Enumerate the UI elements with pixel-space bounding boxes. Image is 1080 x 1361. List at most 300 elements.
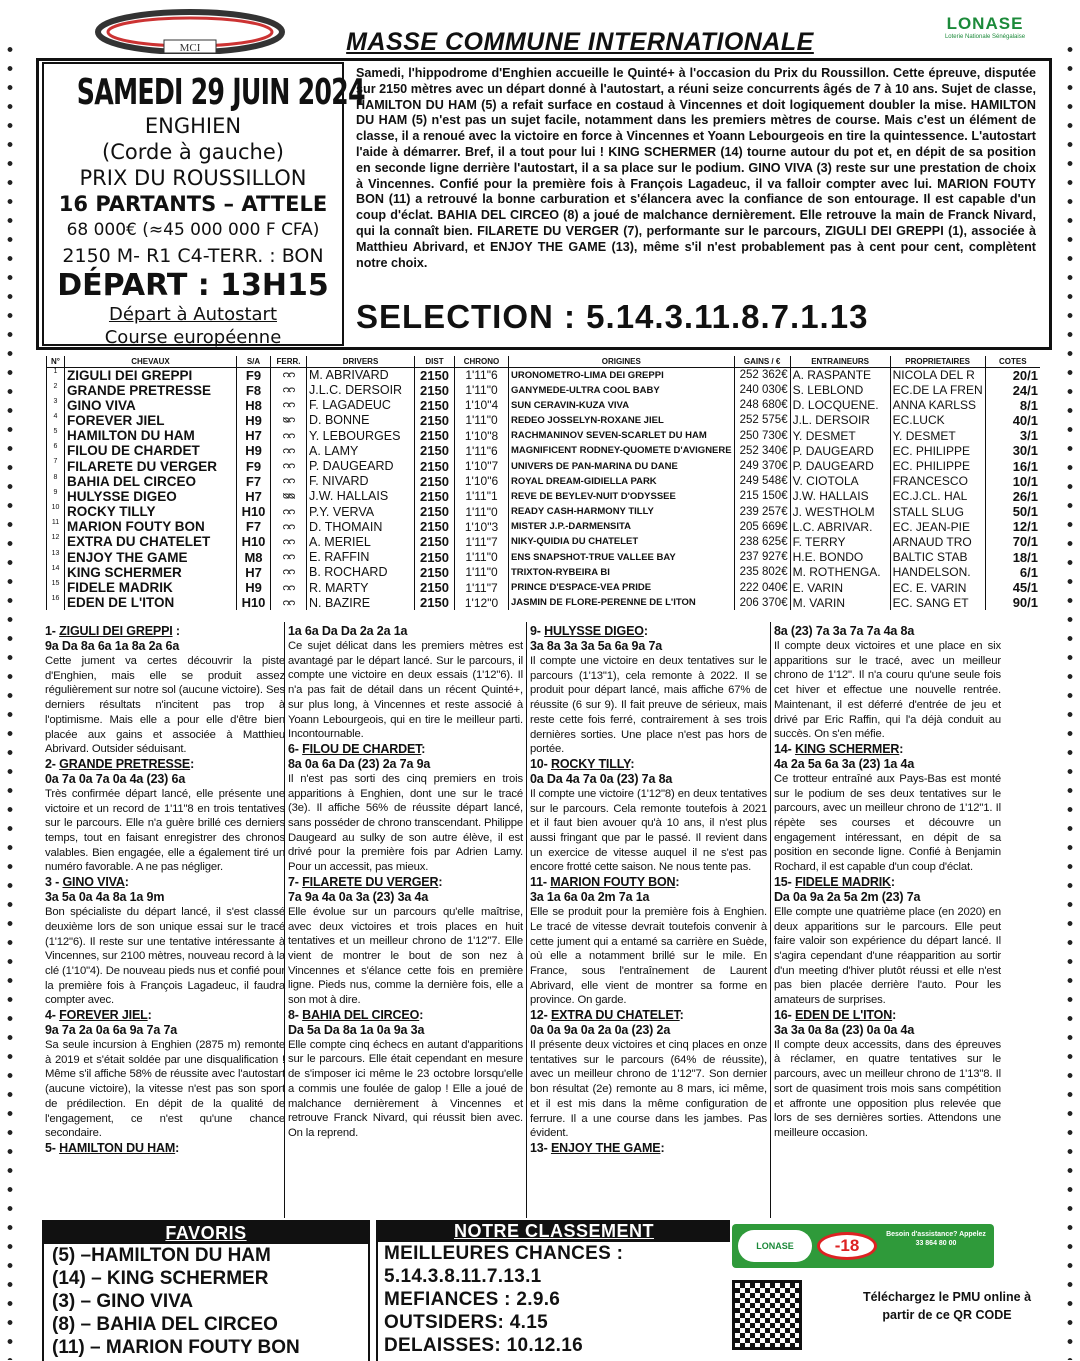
cell-horse: ROCKY TILLY <box>65 504 237 519</box>
horse-heading: 9- HULYSSE DIGEO: <box>530 624 648 638</box>
horse-comment: Bon spécialiste du départ lancé, il s'est classé deuxième lors de son unique essai sur le tracé (1'12"6). Il reste sur une tentative intéressante à Vincennes, sur 2100 mètres, nouveau record à la clé (1'10"4). De nouveau pieds nus et confié pour la première fois à François Lagadeuc, il faudra compter avec. <box>45 906 285 1007</box>
cell-owner: EC. PHILIPPE <box>890 443 985 458</box>
cell-driver: A. LAMY <box>307 443 415 458</box>
horse-comment: Il compte deux victoires et une place en six apparitions sur le tracé, avec un meilleur chrono de 1'12". Il n'a couru qu'une seule fois cet hiver et effectue une nouvelle rentrée. Maintenant, il est déferré d'entrée de jeu et drivé par Eric Raffin, qui l'a déjà conduit au succès. On s'en méfie. <box>774 640 1001 741</box>
cell-horse: FILARETE DU VERGER <box>65 458 237 473</box>
cell-horse: HULYSSE DIGEO <box>65 489 237 504</box>
table-row <box>47 550 1041 565</box>
cell-distance: 2150 <box>415 367 455 383</box>
cell-shoeing: ᴒᴒ <box>271 534 307 549</box>
cell-trainer: J.L. DERSOIR <box>790 413 890 428</box>
cell-horse: FILOU DE CHARDET <box>65 443 237 458</box>
table-row <box>47 383 1041 398</box>
horse-heading: 1- ZIGULI DEI GREPPI : <box>45 624 180 638</box>
horse-musique: 3a 5a 0a 4a 8a 1a 9m <box>45 890 165 905</box>
mci-logo <box>90 2 290 54</box>
cell-owner: BALTIC STAB <box>890 550 985 565</box>
cell-distance: 2150 <box>415 398 455 413</box>
cell-origins: SUN CERAVIN-KUZA VIVA <box>509 398 735 413</box>
cell-earnings: 252 575€ <box>734 413 790 428</box>
horse-musique: 0a 7a 0a 7a 0a 4a (23) 6a <box>45 771 186 786</box>
cell-chrono: 1'11"0 <box>455 504 509 519</box>
cell-trainer: Y. DESMET <box>790 428 890 443</box>
cell-origins: ROYAL DREAM-GIDIELLA PARK <box>509 474 735 489</box>
cell-chrono: 1'11"0 <box>455 383 509 398</box>
cell-chrono: 1'11"6 <box>455 443 509 458</box>
cell-trainer: D. LOCQUENE. <box>790 398 890 413</box>
favori-item: (5) –HAMILTON DU HAM <box>52 1245 271 1266</box>
cell-driver: D. THOMAIN <box>307 519 415 534</box>
cell-shoeing: ᴓᴒ <box>271 413 307 428</box>
cell-driver: D. BONNE <box>307 413 415 428</box>
horse-musique: 3a 3a 0a 8a (23) 0a 0a 4a <box>774 1022 915 1037</box>
qr-code[interactable] <box>732 1280 802 1350</box>
cell-chrono: 1'11"6 <box>455 367 509 383</box>
cell-num: 12 <box>47 534 65 549</box>
comments-section <box>42 622 1042 1218</box>
horse-musique: 0a 0a 9a 0a 2a 0a (23) 2a <box>530 1023 671 1038</box>
cell-sex-age: F7 <box>237 474 271 489</box>
horse-musique: 7a 9a 4a 0a 3a (23) 3a 4a <box>288 889 429 904</box>
cell-trainer: E. VARIN <box>790 580 890 595</box>
cell-owner: EC. SANG ET <box>890 595 985 610</box>
bottom-section <box>42 1220 1042 1361</box>
cell-origins: REDEO JOSSELYN-ROXANE JIEL <box>509 413 735 428</box>
cell-trainer: A. RASPANTE <box>790 367 890 383</box>
col-header-driver: DRIVERS <box>307 356 415 367</box>
cell-odds: 12/1 <box>985 519 1040 534</box>
cell-earnings: 238 625€ <box>734 534 790 549</box>
cell-sex-age: H10 <box>237 595 271 610</box>
cell-chrono: 1'11"7 <box>455 534 509 549</box>
table-row <box>47 428 1041 443</box>
horse-musique: 9a 7a 2a 0a 6a 9a 7a 7a <box>45 1023 178 1038</box>
horse-comment: Ce trotteur entraîné aux Pays-Bas est monté sur le podium de ses deux tentatives sur le parcours, avec un meilleur chrono de 1'12"1. Il répète ses courses et découvre un engagement intéressant, en dépit de sa position en seconde ligne. Confié à Benjamin Rochard, il est capable d'un coup d'éclat. <box>774 772 1001 874</box>
horse-comment: Sa seule incursion à Enghien (2875 m) remonte à 2019 et s'était soldée par une disqualification ! Même s'il affiche 58% de réussite avec l'autostart (aucune victoire), la vitesse n'est pas son sport de prédilection. En dépit de la qualité de l'engagement, ce n'est qu'une chance secondaire. <box>45 1039 285 1140</box>
dotted-border-left <box>6 40 14 1360</box>
horse-heading: 2- GRANDE PRETRESSE: <box>45 756 195 771</box>
cell-num: 11 <box>47 519 65 534</box>
classement-list <box>378 1242 730 1357</box>
cell-driver: B. ROCHARD <box>307 565 415 580</box>
favoris-title: FAVORIS <box>44 1222 368 1244</box>
cell-chrono: 1'12"0 <box>455 595 509 610</box>
table-row <box>47 565 1041 580</box>
horse-musique: 1a 6a Da Da 2a 2a 1a <box>288 624 408 638</box>
col-header-odds: COTES <box>985 356 1040 367</box>
cell-trainer: H.E. BONDO <box>790 550 890 565</box>
cell-owner: EC.LUCK <box>890 413 985 428</box>
cell-owner: ARNAUD TRO <box>890 534 985 549</box>
race-date: SAMEDI 29 JUIN 2024 <box>76 72 365 113</box>
cell-shoeing: ᴒᴒ <box>271 504 307 519</box>
cell-sex-age: H10 <box>237 534 271 549</box>
cell-driver: M. ABRIVARD <box>307 367 415 383</box>
horse-heading: 6- FILOU DE CHARDET: <box>288 741 426 756</box>
cell-num: 9 <box>47 489 65 504</box>
col-header-num: N° <box>47 356 65 367</box>
cell-owner: EC.DE LA FREN <box>890 383 985 398</box>
horse-comment: Elle évolue sur un parcours qu'elle maîtrise, avec deux victoires et trois places en huit tentatives et un meilleur chrono de 1'12"7. Elle vient de montrer le bout de son nez à Vincennes et s'élance cette fois en première ligne. Pieds nus, comme la dernière fois, elle a son mot à dire. <box>288 905 523 1007</box>
cell-horse: GRANDE PRETRESSE <box>65 383 237 398</box>
cell-origins: ENS SNAPSHOT-TRUE VALLEE BAY <box>509 550 735 565</box>
cell-chrono: 1'11"0 <box>455 565 509 580</box>
cell-distance: 2150 <box>415 428 455 443</box>
cell-num: 7 <box>47 458 65 473</box>
cell-odds: 50/1 <box>985 504 1040 519</box>
cell-odds: 3/1 <box>985 428 1040 443</box>
cell-chrono: 1'11"0 <box>455 550 509 565</box>
horse-musique: 4a 2a 5a 6a 3a (23) 1a 4a <box>774 756 915 771</box>
cell-trainer: V. CIOTOLA <box>790 474 890 489</box>
comments-column-2 <box>284 622 526 1218</box>
comments-column-3 <box>526 622 770 1218</box>
cell-owner: FRANCESCO <box>890 474 985 489</box>
selection: SELECTION : 5.14.3.11.8.7.1.13 <box>356 298 869 335</box>
comments-column-1 <box>42 622 288 1218</box>
cell-owner: EC. PHILIPPE <box>890 458 985 473</box>
cell-trainer: L.C. ABRIVAR. <box>790 519 890 534</box>
horse-heading: 5- HAMILTON DU HAM: <box>45 1140 180 1155</box>
horse-musique: 9a Da 8a 6a 1a 8a 2a 6a <box>45 639 180 653</box>
cell-num: 15 <box>47 580 65 595</box>
cell-chrono: 1'10"3 <box>455 519 509 534</box>
cell-origins: UNIVERS DE PAN-MARINA DU DANE <box>509 458 735 473</box>
col-header-shoeing: FERR. <box>271 356 307 367</box>
cell-origins: RACHMANINOV SEVEN-SCARLET DU HAM <box>509 428 735 443</box>
classement-line: OUTSIDERS: 4.15 <box>384 1312 548 1333</box>
classement-box <box>376 1220 730 1361</box>
cell-trainer: J.W. HALLAIS <box>790 489 890 504</box>
cell-driver: F. NIVARD <box>307 474 415 489</box>
cell-driver: P. DAUGEARD <box>307 458 415 473</box>
classement-line: DELAISSES: 10.12.16 <box>384 1335 583 1356</box>
cell-driver: A. MERIEL <box>307 534 415 549</box>
horse-heading: 10- ROCKY TILLY: <box>530 756 635 771</box>
horse-comment: Il compte une victoire en deux tentatives sur le parcours (1'13"1), cela remonte à 2022. Il se produit pour départ lancé, mais affiche 67% de réussite (6 sur 9). Il fait preuve de sérieux, mais reste cette fois ferré, contrairement à ses trois dernières sorties. Une place n'est pas hors de portée. <box>530 655 767 756</box>
cell-distance: 2150 <box>415 565 455 580</box>
col-header-distance: DIST <box>415 356 455 367</box>
cell-horse: ENJOY THE GAME <box>65 550 237 565</box>
horse-heading: 7- FILARETE DU VERGER: <box>288 874 443 889</box>
cell-distance: 2150 <box>415 595 455 610</box>
horse-comment: Cette jument va certes découvrir la piste d'Enghien, mais elle se produit assez régulièrement sur notre sol (aucune victoire). Ses derniers résultats n'incitent pas trop à l'optimisme. Mais elle a pour elle d'être bien placée aux gains et associée à Matthieu Abrivard. Outsider séduisant. <box>45 655 285 756</box>
horse-heading: 3 - GINO VIVA: <box>45 875 129 890</box>
cell-origins: NIKY-QUIDIA DU CHATELET <box>509 534 735 549</box>
cell-chrono: 1'10"4 <box>455 398 509 413</box>
race-course-type: Course européenne <box>104 327 282 348</box>
col-header-sex-age: S/A <box>237 356 271 367</box>
horse-musique: 8a 0a 6a Da (23) 2a 7a 9a <box>288 756 431 771</box>
horse-comment: Elle compte cinq échecs en autant d'apparitions sur le parcours. Elle était cependant en mesure de s'imposer ici même le 23 octobre lorsqu'elle a commis une foulée de galop ! Elle a joué de malchance dernièrement à Vincennes et retrouve Franck Nivard, qui réussit bien avec. On la reprend. <box>288 1038 523 1139</box>
horse-comment: Elle se produit pour la première fois à Enghien. Le tracé de vitesse devrait toutefois convenir à cette jument qui a entamé sa carrière en Suède, où elle a notamment brillé sur le mile. En France, sous l'entraînement de Laurent Abrivard, elle vient de montrer sa forme en province. On garde. <box>530 906 767 1007</box>
cell-num: 10 <box>47 504 65 519</box>
table-body <box>47 367 1041 610</box>
classement-line: MEFIANCES : 2.9.6 <box>384 1289 561 1310</box>
table-row <box>47 534 1041 549</box>
cell-earnings: 250 730€ <box>734 428 790 443</box>
cell-chrono: 1'10"8 <box>455 428 509 443</box>
cell-sex-age: H9 <box>237 413 271 428</box>
cell-shoeing: ᴒᴒ <box>271 398 307 413</box>
race-prix: PRIX DU ROUSSILLON <box>79 166 307 190</box>
cell-origins: GANYMEDE-ULTRA COOL BABY <box>509 383 735 398</box>
cell-chrono: 1'10"6 <box>455 474 509 489</box>
table-row <box>47 398 1041 413</box>
cell-chrono: 1'11"0 <box>455 413 509 428</box>
horse-heading: 15- FIDELE MADRIK: <box>774 874 895 889</box>
comments-column-4 <box>770 622 1004 1218</box>
classement-line: 5.14.3.8.11.7.13.1 <box>384 1266 542 1287</box>
cell-origins: MAGNIFICENT RODNEY-QUOMETE D'AVIGNERE <box>509 443 735 458</box>
race-partants: 16 PARTANTS – ATTELE <box>58 192 328 216</box>
cell-horse: HAMILTON DU HAM <box>65 428 237 443</box>
horse-comment: Ce sujet délicat dans les premiers mètres est avantagé par le départ lancé. Sur le parcours, il compte une victoire en deux essais (1'12"6). Il n'a pas fait de détail dans un récent Quinté+, sur plus long, à Vincennes et reste associé à Yoann Lebourgeois, qui en tire le meilleur parti. Incontournable. <box>288 640 523 741</box>
col-header-owner: PROPRIETAIRES <box>890 356 985 367</box>
cell-horse: EXTRA DU CHATELET <box>65 534 237 549</box>
cell-origins: MISTER J.P.-DARMENSITA <box>509 519 735 534</box>
horse-comment: Il compte deux accessits, dans des épreuves à réclamer, en quatre tentatives sur le parcours, avec un meilleur chrono de 1'13"8. Il sort de quasiment trois mois sans compétition et affronte une opposition plus relevée que lors de ses dernières sorties. Attendons une meilleure occasion. <box>774 1038 1001 1139</box>
cell-distance: 2150 <box>415 443 455 458</box>
cell-odds: 20/1 <box>985 367 1040 383</box>
cell-earnings: 252 362€ <box>734 367 790 383</box>
partants-table <box>46 356 1040 610</box>
table-row <box>47 519 1041 534</box>
cell-chrono: 1'10"7 <box>455 458 509 473</box>
cell-odds: 26/1 <box>985 489 1040 504</box>
cell-origins: REVE DE BEYLEV-NUIT D'ODYSSEE <box>509 489 735 504</box>
cell-earnings: 222 040€ <box>734 580 790 595</box>
cell-owner: EC. E. VARIN <box>890 580 985 595</box>
cell-earnings: 240 030€ <box>734 383 790 398</box>
table-row <box>47 367 1041 383</box>
horse-heading: 13- ENJOY THE GAME: <box>530 1140 665 1155</box>
cell-driver: N. BAZIRE <box>307 595 415 610</box>
cell-owner: HANDELSON. <box>890 565 985 580</box>
race-allocation: 68 000€ (≈45 000 000 F CFA) <box>66 220 320 240</box>
cell-sex-age: F7 <box>237 519 271 534</box>
cell-horse: FOREVER JIEL <box>65 413 237 428</box>
lonase-logo-sub: Loterie Nationale Sénégalaise <box>944 34 1026 40</box>
horse-musique: Da 0a 9a 2a 5a 2m (23) 7a <box>774 889 921 904</box>
cell-sex-age: H9 <box>237 580 271 595</box>
cell-distance: 2150 <box>415 550 455 565</box>
cell-origins: READY CASH-HARMONY TILLY <box>509 504 735 519</box>
cell-driver: F. LAGADEUC <box>307 398 415 413</box>
cell-shoeing: ᴒᴒ <box>271 428 307 443</box>
cell-earnings: 235 802€ <box>734 565 790 580</box>
cell-earnings: 249 548€ <box>734 474 790 489</box>
cell-driver: P.Y. VERVA <box>307 504 415 519</box>
cell-trainer: P. DAUGEARD <box>790 458 890 473</box>
cell-odds: 24/1 <box>985 383 1040 398</box>
cell-horse: BAHIA DEL CIRCEO <box>65 474 237 489</box>
race-conditions: 2150 M- R1 C4-TERR. : BON <box>62 245 324 267</box>
cell-distance: 2150 <box>415 519 455 534</box>
horse-heading: 12- EXTRA DU CHATELET: <box>530 1008 684 1023</box>
table-row <box>47 413 1041 428</box>
cell-sex-age: M8 <box>237 550 271 565</box>
favori-item: (14) – KING SCHERMER <box>52 1268 269 1289</box>
cell-shoeing: ᴒᴒ <box>271 519 307 534</box>
pmu-promo <box>732 1220 1042 1361</box>
table-row <box>47 504 1041 519</box>
horse-heading: 14- KING SCHERMER: <box>774 741 904 756</box>
banner-logo: LONASE <box>738 1230 812 1262</box>
cell-earnings: 237 927€ <box>734 550 790 565</box>
cell-sex-age: H10 <box>237 504 271 519</box>
col-header-origins: ORIGINES <box>509 356 735 367</box>
cell-driver: R. MARTY <box>307 580 415 595</box>
cell-distance: 2150 <box>415 458 455 473</box>
table-header-row <box>47 356 1041 367</box>
mci-logo-text: MCI <box>179 42 201 54</box>
cell-sex-age: H7 <box>237 428 271 443</box>
cell-shoeing: ᴒᴒ <box>271 458 307 473</box>
cell-earnings: 252 340€ <box>734 443 790 458</box>
cell-num: 8 <box>47 474 65 489</box>
race-corde: (Corde à gauche) <box>102 140 284 164</box>
race-depart: DÉPART : 13H15 <box>57 268 329 303</box>
horse-heading: 11- MARION FOUTY BON: <box>530 875 680 890</box>
cell-odds: 8/1 <box>985 398 1040 413</box>
cell-origins: PRINCE D'ESPACE-VEA PRIDE <box>509 580 735 595</box>
dotted-border-right <box>1066 40 1074 1360</box>
cell-horse: GINO VIVA <box>65 398 237 413</box>
cell-chrono: 1'11"7 <box>455 580 509 595</box>
cell-shoeing: ᴒᴒ <box>271 474 307 489</box>
cell-odds: 90/1 <box>985 595 1040 610</box>
cell-horse: KING SCHERMER <box>65 565 237 580</box>
horse-musique: 3a 8a 3a 3a 5a 6a 9a 7a <box>530 639 663 653</box>
cell-earnings: 215 150€ <box>734 489 790 504</box>
cell-trainer: S. LEBLOND <box>790 383 890 398</box>
cell-owner: ANNA KARLSS <box>890 398 985 413</box>
cell-owner: STALL SLUG <box>890 504 985 519</box>
cell-trainer: M. ROTHENGA. <box>790 565 890 580</box>
cell-horse: EDEN DE L'ITON <box>65 595 237 610</box>
cell-shoeing: ᴒᴒ <box>271 383 307 398</box>
classement-line: MEILLEURES CHANCES : <box>384 1243 624 1264</box>
cell-odds: 16/1 <box>985 458 1040 473</box>
cell-distance: 2150 <box>415 534 455 549</box>
col-header-chrono: CHRONO <box>455 356 509 367</box>
horse-comment: Il présente deux victoires et cinq places en onze tentatives sur le parcours (64% de réussite), avec un meilleur chrono de 1'12"7. Son dernier bon résultat (2e) remonte au 8 mars, ici même, et il est mis dans la même configuration de ferrure. Il a une course dans les jambes. Pas évident. <box>530 1039 767 1140</box>
table-row <box>47 443 1041 458</box>
cell-sex-age: H9 <box>237 443 271 458</box>
table-row <box>47 458 1041 473</box>
cell-shoeing: ᴒᴒ <box>271 367 307 383</box>
cell-horse: MARION FOUTY BON <box>65 519 237 534</box>
cell-trainer: M. VARIN <box>790 595 890 610</box>
banner-text: Besoin d'assistance? Appelez 33 864 80 00 <box>886 1231 986 1247</box>
cell-odds: 70/1 <box>985 534 1040 549</box>
cell-earnings: 239 257€ <box>734 504 790 519</box>
assistance-banner <box>732 1224 994 1268</box>
cell-odds: 30/1 <box>985 443 1040 458</box>
horse-comment: Il n'est pas sorti des cinq premiers en trois apparitions à Enghien, dont une sur le tracé (3e). Il affiche 56% de réussite départ lancé, sans posséder de chrono transcendant. Philippe Daugeard au sulky de son autre élève, il est drivé pour la première fois par Adrien Lamy. Pour un accessit, pas mieux. <box>288 772 523 874</box>
cell-trainer: J. WESTHOLM <box>790 504 890 519</box>
table-row <box>47 474 1041 489</box>
cell-driver: E. RAFFIN <box>307 550 415 565</box>
press-summary: Samedi, l'hippodrome d'Enghien accueille le Quinté+ à l'occasion du Prix du Roussillon. Cette épreuve, disputée sur 2150 mètres avec un départ donné à l'autostart, a réuni seize concurrents âgés de 7 à 10 ans. Sujet de classe, HAMILTON DU HAM (5) a refait surface en costaud à Vincennes et doit logiquement doubler la mise. HAMILTON DU HAM (5) n'est pas un sujet facile, notamment dans les premiers mètres de course. Mais c'est un élément de classe, il a renoué avec la victoire en force à Vincennes et Yoann Lebourgeois en tire la quintessence. L'autostart l'aide à démarrer. Bref, il a tout pour lui ! KING SCHERMER (14) tourne autour du pot et, en dépit de sa position en seconde ligne derrière l'autostart, il a sa place sur le podium. GINO VIVA (3) reste sur une prestation de choix à Vincennes. Confié pour la première fois à François Lagadeuc, il va falloir compter avec lui. MARION FOUTY BON (11) a retrouvé la bonne carburation et s'élancera avec la confiance de son entourage. Il est capable d'un coup d'éclat. BAHIA DEL CIRCEO (8) a joué de malchance dernièrement. Elle retrouve la main de Franck Nivard, qui la connaît bien. FILARETE DU VERGER (7), performante sur le parcours, ZIGULI DEI GREPPI (1), associée à Matthieu Abrivard, et ENJOY THE GAME (13), même s'il n'est probablement pas à cent pour cent, complètent notre choix. <box>356 66 1036 270</box>
cell-earnings: 249 370€ <box>734 458 790 473</box>
cell-distance: 2150 <box>415 383 455 398</box>
cell-earnings: 248 680€ <box>734 398 790 413</box>
cell-driver: Y. LEBOURGES <box>307 428 415 443</box>
horse-heading: 8- BAHIA DEL CIRCEO: <box>288 1007 424 1022</box>
cell-owner: EC.J.CL. HAL <box>890 489 985 504</box>
cell-odds: 6/1 <box>985 565 1040 580</box>
favori-item: (11) – MARION FOUTY BON <box>52 1337 300 1358</box>
horse-comment: Très confirmée départ lancé, elle présente une victoire et un record de 1'11"8 en trois tentatives sur le parcours. Elle n'a guère brillé ces derniers temps, tout en faisant enregistrer des chronos valables. Bien engagée, elle a également tiré un numéro favorable. A ne pas négliger. <box>45 787 285 874</box>
cell-distance: 2150 <box>415 413 455 428</box>
horse-heading: 4- FOREVER JIEL: <box>45 1008 152 1023</box>
cell-shoeing: ᴒᴒ <box>271 550 307 565</box>
cell-sex-age: F8 <box>237 383 271 398</box>
cell-distance: 2150 <box>415 504 455 519</box>
horse-heading: 16- EDEN DE L'ITON: <box>774 1007 897 1022</box>
cell-origins: URONOMETRO-LIMA DEI GREPPI <box>509 367 735 383</box>
cell-num: 5 <box>47 428 65 443</box>
horse-musique: 3a 1a 6a 0a 2m 7a 1a <box>530 890 650 905</box>
col-header-trainer: ENTRAINEURS <box>790 356 890 367</box>
cell-sex-age: F9 <box>237 367 271 383</box>
cell-shoeing: ᴓᴓ <box>271 489 307 504</box>
table-row <box>47 580 1041 595</box>
race-venue: ENGHIEN <box>144 114 242 138</box>
cell-distance: 2150 <box>415 474 455 489</box>
cell-odds: 10/1 <box>985 474 1040 489</box>
cell-num: 6 <box>47 443 65 458</box>
cell-shoeing: ᴒᴒ <box>271 595 307 610</box>
cell-sex-age: H7 <box>237 565 271 580</box>
horse-comment: Il compte une victoire (1'12"8) en deux tentatives sur le parcours. Cela remonte toutefois à 2021 et il faut bien avouer qu'à 10 ans, il n'est plus aussi fringant que par le passé. Il revient dans un exercice de vitesse auquel il ne s'est pas encore frotté cette saison. Ne nous tente pas. <box>530 787 767 874</box>
cell-num: 1 <box>47 367 65 383</box>
masthead-title: MASSE COMMUNE INTERNATIONALE <box>346 28 814 56</box>
table-row <box>47 595 1041 610</box>
col-header-earnings: GAINS / € <box>734 356 790 367</box>
cell-sex-age: F9 <box>237 458 271 473</box>
cell-odds: 40/1 <box>985 413 1040 428</box>
cell-distance: 2150 <box>415 489 455 504</box>
cell-horse: FIDELE MADRIK <box>65 580 237 595</box>
horse-musique: Da 5a Da 8a 1a 0a 9a 3a <box>288 1022 425 1037</box>
cell-trainer: F. TERRY <box>790 534 890 549</box>
lonase-logo <box>930 14 1040 54</box>
race-info-box <box>42 62 365 348</box>
favori-item: (8) – BAHIA DEL CIRCEO <box>52 1314 278 1335</box>
race-depart-type: Départ à Autostart <box>108 304 278 325</box>
cell-chrono: 1'11"1 <box>455 489 509 504</box>
cell-shoeing: ᴒᴒ <box>271 565 307 580</box>
cell-num: 3 <box>47 398 65 413</box>
cell-origins: JASMIN DE FLORE-PERENNE DE L'ITON <box>509 595 735 610</box>
cell-owner: NICOLA DEL R <box>890 367 985 383</box>
cell-num: 4 <box>47 413 65 428</box>
cell-sex-age: H8 <box>237 398 271 413</box>
cell-earnings: 206 370€ <box>734 595 790 610</box>
cell-driver: J.W. HALLAIS <box>307 489 415 504</box>
favoris-list <box>44 1244 368 1359</box>
classement-title: NOTRE CLASSEMENT <box>378 1220 730 1242</box>
cell-distance: 2150 <box>415 580 455 595</box>
cell-shoeing: ᴒᴒ <box>271 443 307 458</box>
cell-owner: EC. JEAN-PIE <box>890 519 985 534</box>
favoris-box <box>42 1220 370 1361</box>
cell-num: 14 <box>47 565 65 580</box>
cell-num: 13 <box>47 550 65 565</box>
